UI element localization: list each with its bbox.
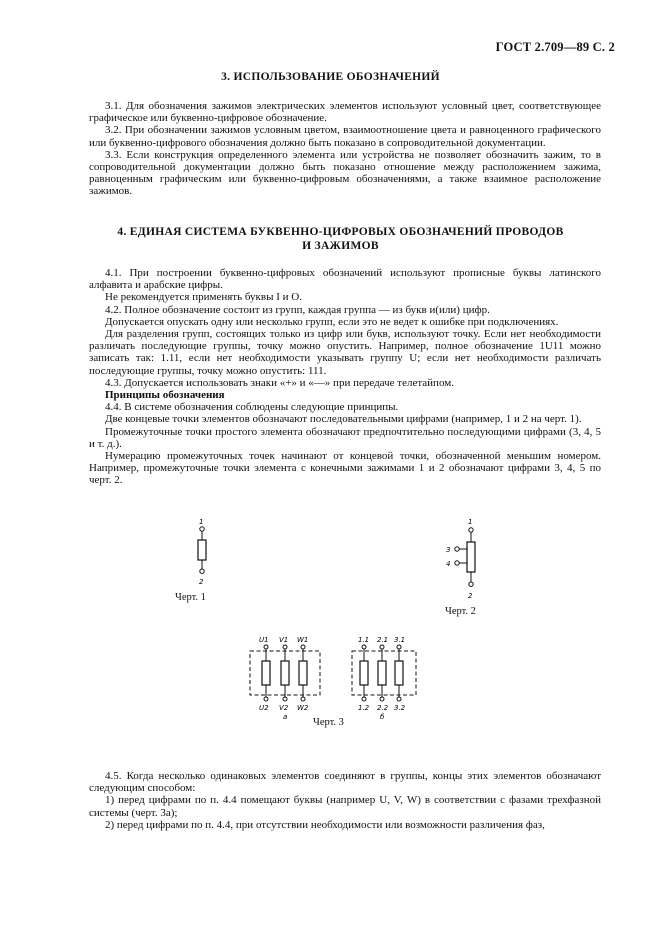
fig3a-top-u1: U1 <box>259 636 269 644</box>
section-4-body <box>89 267 601 487</box>
section-3-body <box>89 100 601 198</box>
figure-3b-grouped <box>350 634 436 720</box>
section-3-title: 3. ИСПОЛЬЗОВАНИЕ ОБОЗНАЧЕНИЙ <box>221 71 440 83</box>
fig3a-bottom-w2: W2 <box>297 704 309 712</box>
paragraph-3-1: 3.1. Для обозначения зажимов электрических элементов используют условный цвет, соответствующее графическое или буквенно-цифровое обозначение. <box>89 100 601 125</box>
page-header: ГОСТ 2.709—89 С. 2 <box>495 40 615 54</box>
figure-2-caption: Черт. 2 <box>445 606 476 617</box>
paragraph-4-4d: Нумерацию промежуточных точек начинают от концевой точки, обозначенной меньшим номером. Например, промежуточные точки элемента с конечными зажимами 1 и 2 обозначают цифрами 3, 4, 5 по черт. 2. <box>89 450 601 487</box>
figure-1-resistor <box>188 515 218 587</box>
fig2-label-bottom: 2 <box>468 592 473 600</box>
paragraph-4-3: 4.3. Допускается использовать знаки «+» и «—» при передаче телетайпом. <box>105 376 454 389</box>
section-4-title <box>60 225 621 253</box>
fig3a-resistors <box>262 645 307 701</box>
section-4-title-line2: И ЗАЖИМОВ <box>302 240 379 252</box>
paragraph-4-1: 4.1. При построении буквенно-цифровых обозначений используют прописные буквы латинского алфавита и арабские цифры. <box>89 267 601 292</box>
figure-2-potentiometer <box>442 515 488 603</box>
paragraph-3-2: 3.2. При обозначении зажимов условным цветом, взаимоотношение цвета и равноценного графического или буквенно-цифрового обозначения должно быть показано в сопроводительной документации. <box>89 124 601 149</box>
section-4-body-cont <box>89 770 601 831</box>
fig3b-bottom-3-2: 3.2 <box>394 704 406 712</box>
section-4-title-line1: 4. ЕДИНАЯ СИСТЕМА БУКВЕННО-ЦИФРОВЫХ ОБОЗНАЧЕНИЙ ПРОВОДОВ <box>117 226 564 238</box>
paragraph-4-5-2: 2) перед цифрами по п. 4.4, при отсутствии необходимости или возможности различения фаз, <box>105 818 545 831</box>
paragraph-4-4b: Две концевые точки элементов обозначают последовательными цифрами (например, 1 и 2 на черт. 1). <box>105 413 582 426</box>
fig3b-top-3-1: 3.1 <box>394 636 406 644</box>
fig3a-top-w1: W1 <box>297 636 309 644</box>
paragraph-4-4c: Промежуточные точки простого элемента обозначают предпочтительно последующими цифрами (3, 4, 5 и т. д.). <box>89 425 601 450</box>
fig3a-bottom-v2: V2 <box>279 704 289 712</box>
fig2-label-top: 1 <box>468 518 473 526</box>
fig3a-bottom-u2: U2 <box>259 704 269 712</box>
fig3b-top-1-1: 1.1 <box>358 636 370 644</box>
paragraph-4-2b: Допускается опускать одну или несколько групп, если это не ведет к ошибке при подключениях. <box>105 315 559 328</box>
fig1-label-bottom: 2 <box>199 578 204 586</box>
paragraph-4-1b: Не рекомендуется применять буквы I и O. <box>105 291 302 304</box>
fig3a-sublabel: а <box>283 713 288 720</box>
paragraph-4-2: 4.2. Полное обозначение состоит из групп, каждая группа — из букв и(или) цифр. <box>105 303 490 316</box>
fig3b-top-2-1: 2.1 <box>377 636 389 644</box>
fig3b-bottom-1-2: 1.2 <box>358 704 370 712</box>
figure-3-caption: Черт. 3 <box>313 717 344 728</box>
paragraph-4-5: 4.5. Когда несколько одинаковых элементов соединяют в группы, концы этих элементов обозначают следующим способом: <box>89 770 601 795</box>
figure-3a-three-phase <box>246 634 332 720</box>
fig2-label-4: 4 <box>446 560 451 568</box>
subheading-principles: Принципы обозначения <box>105 389 225 402</box>
paragraph-4-4: 4.4. В системе обозначения соблюдены следующие принципы. <box>105 401 399 414</box>
fig3b-sublabel: б <box>380 713 385 720</box>
fig1-label-top: 1 <box>199 518 204 526</box>
fig3b-bottom-2-2: 2.2 <box>377 704 389 712</box>
paragraph-3-3: 3.3. Если конструкция определенного элемента или устройства не позволяет обозначить зажим, то в сопроводительной документации должно быть показано отношение между расположением зажима, равноценным графическим или буквенно-цифровым обозначениями, а также взаимное расположение зажимов. <box>89 148 601 198</box>
paragraph-4-2c: Для разделения групп, состоящих только из цифр или букв, используют точку. Если нет необходимости различать последующие группы, точку можно опустить. Например, полное обозначение 1U11 можно записать так: 1.11, если нет необходимости указывать группу U; если нет необходимости различать последующие группы, точку можно опустить: 111. <box>89 328 601 377</box>
fig3b-resistors <box>360 645 403 701</box>
figure-1-caption: Черт. 1 <box>175 592 206 603</box>
fig2-label-3: 3 <box>446 546 451 554</box>
paragraph-4-5-1: 1) перед цифрами по п. 4.4 помещают буквы (например U, V, W) в соответствии с фазами трехфазной системы (черт. 3а); <box>89 794 601 819</box>
fig3a-top-v1: V1 <box>279 636 289 644</box>
